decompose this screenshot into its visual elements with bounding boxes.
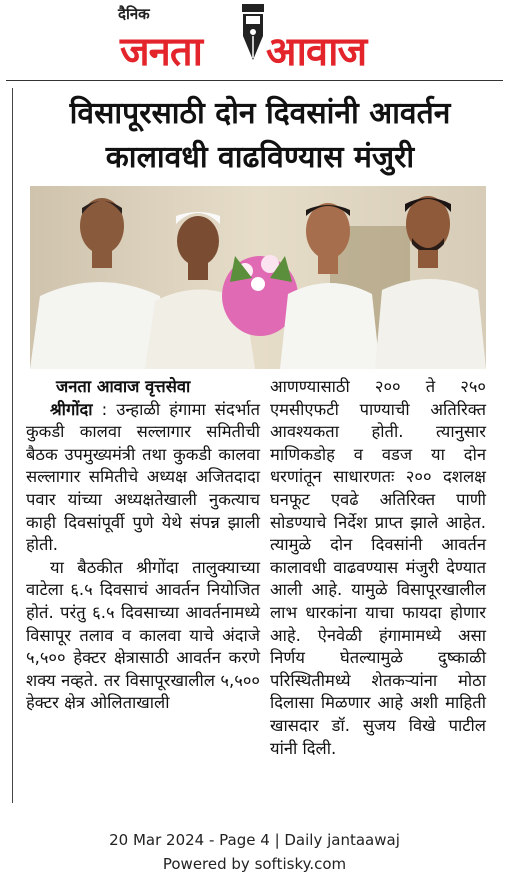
pen-nib-icon [239,2,267,64]
article-headline [20,92,500,180]
paragraph-3: आणण्यासाठी २०० ते २५० एमसीएफटी पाण्याची अतिरिक्त आवश्यकता होती. त्यानुसार माणिकडोह व वडज या दोन धरणांतून साधारणतः २०० दशलक्ष घनफूट एवढे अतिरिक्त पाणी सोडण्याचे निर्देश प्राप्त झाले आहेत. त्यामुळे दोन दिवसांनी आवर्तन कालावधी वाढवण्यास मंजुरी देण्यात आली आहे. यामुळे विसापूरखालील लाभ धारकांना याचा फायदा होणार आहे. ऐनवेळी हंगामामध्ये असा निर्णय घेतल्यामुळे दुष्काळी परिस्थितीमध्ये शेतकऱ्यांना मोठा दिलासा मिळणार आहे अशी माहिती खासदार डॉ. सुजय विखे पाटील यांनी दिली. [270,377,486,758]
byline: जनता आवाज वृत्तसेवा [56,377,191,396]
paragraph-1-text: : उन्हाळी हंगामा संदर्भात कुकडी कालवा सल्लागार समितीची बैठक उपमुख्यमंत्री तथा कुकडी कालवा सल्लागार समितीचे अध्यक्ष अजितदादा पवार यांच्या अध्यक्षतेखाली नुकत्याच काही दिवसांपूर्वी पुणे येथे संपन्न झाली होती. [26,399,261,555]
news-photo [30,186,486,369]
article-column-right [270,376,486,760]
footer-edition-info: 20 Mar 2024 - Page 4 | Daily jantaawaj [109,831,400,849]
masthead-title-right: आवाज [266,29,367,75]
footer-powered-by: Powered by softisky.com [162,855,347,873]
masthead [0,0,509,80]
paragraph-1 [26,399,260,557]
headline-line-2: कालावधी वाढविण्यास मंजुरी [105,140,415,175]
masthead-daily-label: दैनिक [118,5,150,23]
headline-line-1: विसापूरसाठी दोन दिवसांनी आवर्तन [69,96,451,131]
masthead-title-left: जनता [120,29,203,75]
dateline-place: श्रीगोंदा [50,399,93,419]
paragraph-2: या बैठकीत श्रीगोंदा तालुक्याच्या वाटेला ६.५ दिवसाचं आवर्तन नियोजित होतं. परंतु ६.५ दिवसाच्या आवर्तनामध्ये विसापूर तलाव व कालवा याचे अंदाजे ५,५०० हेक्टर क्षेत्रासाठी आवर्तन करणे शक्य नव्हते. तर विसापूरखालील ५,५०० हेक्टर क्षेत्र ओलिताखाली [26,557,260,713]
column-rule [12,88,13,803]
masthead-divider [6,80,503,81]
page-footer [0,828,509,876]
article-column-left [26,376,260,715]
